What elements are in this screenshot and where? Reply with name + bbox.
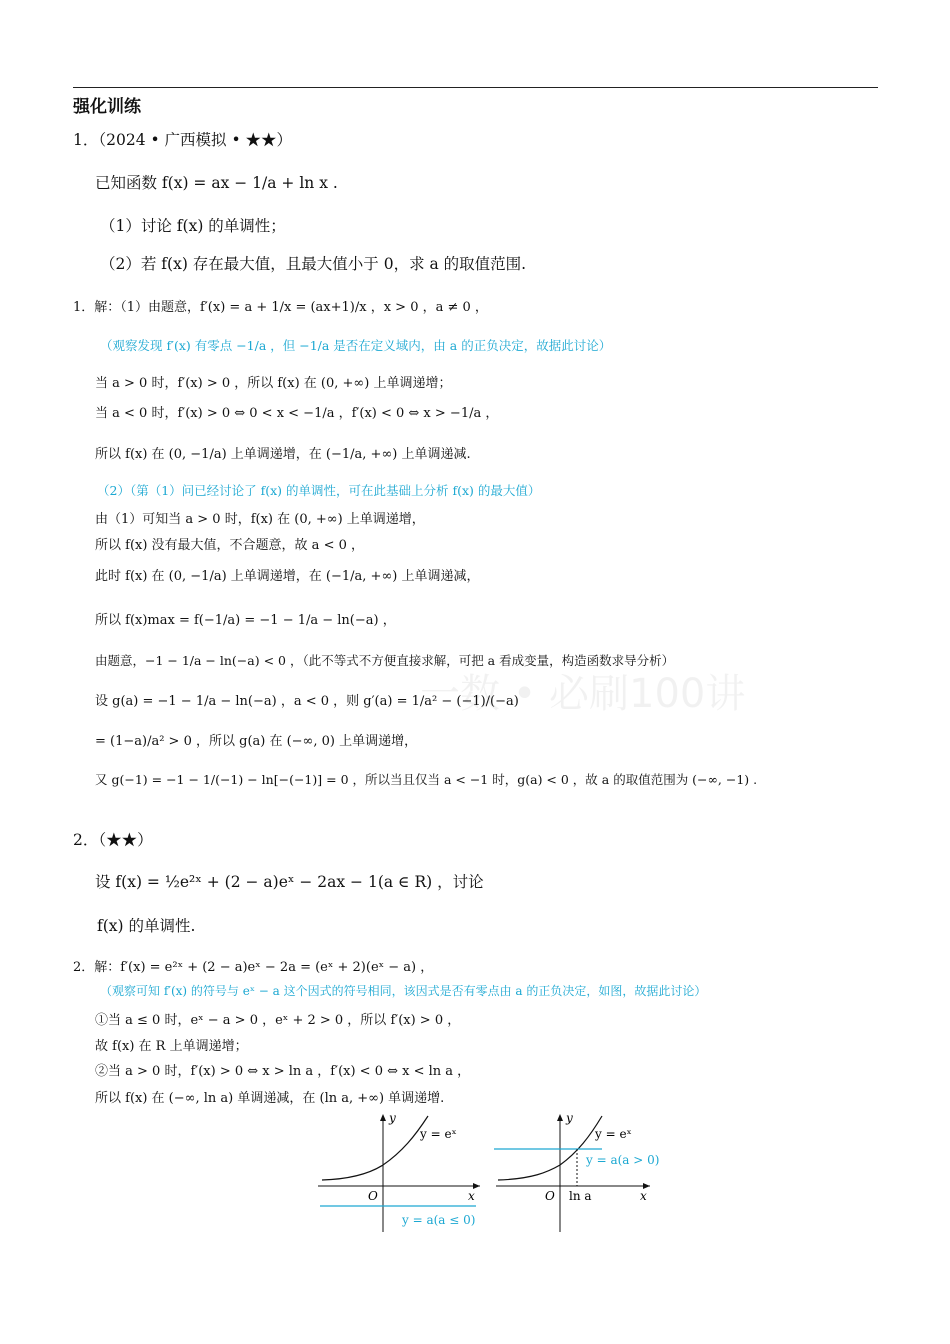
- problem1-header: 1．（2024 • 广西模拟 • ★★）: [73, 131, 293, 149]
- solution1-line: 当 a < 0 时，f′(x) > 0 ⇔ 0 < x < −1/a ，f′(x) < 0 ⇔ x > −1/a ，: [95, 406, 499, 421]
- line-label: y = a(a > 0): [586, 1153, 660, 1167]
- figure-left: [310, 1108, 490, 1240]
- solution1-line: 所以 f(x)max = f(−1/a) = −1 − 1/a − ln(−a) ，: [95, 613, 396, 628]
- solution2-line: ①当 a ≤ 0 时，eˣ − a > 0 ，eˣ + 2 > 0 ，所以 f′(x) > 0 ，: [95, 1013, 461, 1028]
- solution1-note: （2）（第（1）问已经讨论了 f(x) 的单调性，可在此基础上分析 f(x) 的最大值）: [97, 483, 541, 498]
- y-axis-label: y: [389, 1111, 396, 1125]
- section-title: 强化训练: [73, 97, 141, 117]
- solution1-line: 由题意，−1 − 1/a − ln(−a) < 0 ，（此不等式不方便直接求解，可把 a 看成变量，构造函数求导分析）: [95, 653, 675, 668]
- y-axis-arrow: [557, 1114, 563, 1121]
- x-axis-label: x: [640, 1189, 647, 1203]
- solution1-line: 此时 f(x) 在 (0, −1/a) 上单调递增，在 (−1/a, +∞) 上单调递减，: [95, 569, 480, 584]
- ln-a-label: ln a: [569, 1189, 592, 1203]
- origin-label: O: [545, 1189, 555, 1203]
- watermark: 一数 • 必刷100讲: [420, 671, 746, 717]
- problem1-part1: （1）讨论 f(x) 的单调性；: [100, 217, 286, 235]
- curve-label: y = eˣ: [420, 1127, 457, 1141]
- line-label: y = a(a ≤ 0): [402, 1213, 476, 1227]
- solution2-line: 故 f(x) 在 R 上单调递增；: [95, 1039, 248, 1054]
- exp-curve: [498, 1116, 602, 1180]
- solution1-line: 又 g(−1) = −1 − 1/(−1) − ln[−(−1)] = 0 ，所以当且仅当 a < −1 时，g(a) < 0 ，故 a 的取值范围为 (−∞, −1) .: [95, 772, 758, 787]
- curve-label: y = eˣ: [595, 1127, 632, 1141]
- exp-curve: [322, 1116, 428, 1180]
- solution2-line: 2．解：f′(x) = e²ˣ + (2 − a)eˣ − 2a = (eˣ + 2)(eˣ − a) ，: [73, 960, 434, 975]
- y-axis-label: y: [566, 1111, 573, 1125]
- x-axis-label: x: [468, 1189, 475, 1203]
- solution1-line: 由（1）可知当 a > 0 时，f(x) 在 (0, +∞) 上单调递增，: [95, 512, 425, 527]
- solution1-line: 所以 f(x) 在 (0, −1/a) 上单调递增，在 (−1/a, +∞) 上单调递减.: [95, 447, 471, 462]
- problem1-stem: 已知函数 f(x) = ax − 1/a + ln x .: [95, 174, 338, 192]
- header-rule: [73, 87, 878, 88]
- solution2-line: ②当 a > 0 时，f′(x) > 0 ⇔ x > ln a ，f′(x) < 0 ⇔ x < ln a ，: [95, 1064, 471, 1079]
- figure-right: [490, 1108, 660, 1240]
- problem2-stem-cont: f(x) 的单调性.: [97, 917, 196, 935]
- problem1-part2: （2）若 f(x) 存在最大值，且最大值小于 0，求 a 的取值范围.: [100, 255, 527, 273]
- origin-label: O: [368, 1189, 378, 1203]
- solution2-line: 所以 f(x) 在 (−∞, ln a) 单调递减，在 (ln a, +∞) 单调递增.: [95, 1091, 445, 1106]
- solution1-line: = (1−a)/a² > 0 ，所以 g(a) 在 (−∞, 0) 上单调递增，: [95, 734, 418, 749]
- solution1-line: 设 g(a) = −1 − 1/a − ln(−a) ，a < 0 ，则 g′(a) = 1/a² − (−1)/(−a): [95, 694, 519, 709]
- y-axis-arrow: [380, 1114, 386, 1121]
- solution1-line: 所以 f(x) 没有最大值，不合题意，故 a < 0 ，: [95, 538, 364, 553]
- problem2-stem: 设 f(x) = ½e²ˣ + (2 − a)eˣ − 2ax − 1(a ∈ R) ，讨论: [95, 873, 484, 891]
- solution2-note: （观察可知 f′(x) 的符号与 eˣ − a 这个因式的符号相同，该因式是否有零点由 a 的正负决定，如图，故据此讨论）: [100, 984, 707, 998]
- solution1-note: （观察发现 f′(x) 有零点 −1/a ，但 −1/a 是否在定义域内，由 a 的正负决定，故据此讨论）: [100, 338, 612, 353]
- solution1-line: 1．解：（1）由题意，f′(x) = a + 1/x = (ax+1)/x ，x > 0 ，a ≠ 0 ，: [73, 300, 488, 315]
- solution1-line: 当 a > 0 时，f′(x) > 0 ，所以 f(x) 在 (0, +∞) 上单调递增；: [95, 376, 452, 391]
- problem2-header: 2．（★★）: [73, 831, 153, 849]
